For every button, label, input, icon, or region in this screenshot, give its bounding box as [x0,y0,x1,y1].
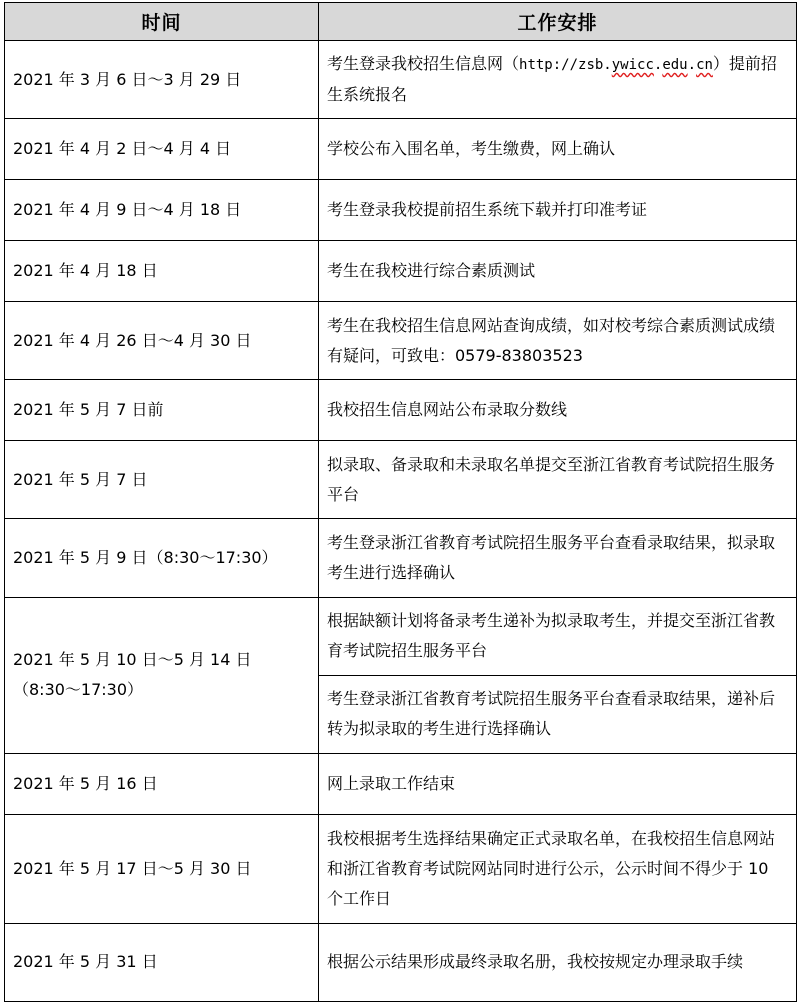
url-part: cn [696,57,713,74]
work-text: ）提前招生系统报名 [327,54,777,105]
table-row [5,597,797,675]
table-row [5,241,797,302]
time-cell: 2021 年 5 月 16 日 [5,754,319,815]
time-cell: 2021 年 4 月 18 日 [5,241,319,302]
work-cell: 拟录取、备录取和未录取名单提交至浙江省教育考试院招生服务平台 [319,441,797,519]
table-row [5,815,797,924]
work-text: 考生登录我校招生信息网（ [327,54,520,74]
table-row [5,180,797,241]
time-cell [5,597,319,753]
table-row [5,41,797,119]
work-cell: 考生登录我校提前招生系统下载并打印准考证 [319,180,797,241]
table-row [5,519,797,597]
table-row [5,923,797,1001]
time-cell: 2021 年 5 月 9 日（8:30～17:30） [5,519,319,597]
work-cell: 考生在我校进行综合素质测试 [319,241,797,302]
work-cell: 学校公布入围名单，考生缴费，网上确认 [319,119,797,180]
time-cell: 2021 年 4 月 26 日～4 月 30 日 [5,302,319,380]
work-cell: 根据公示结果形成最终录取名册，我校按规定办理录取手续 [319,923,797,1001]
work-cell: 我校招生信息网站公布录取分数线 [319,380,797,441]
work-cell [319,41,797,119]
website-url [519,57,713,73]
table-row [5,119,797,180]
header-time: 时间 [5,3,319,41]
header-row [5,3,797,41]
time-cell: 2021 年 5 月 17 日～5 月 30 日 [5,815,319,924]
table-row [5,380,797,441]
time-cell: 2021 年 4 月 9 日～4 月 18 日 [5,180,319,241]
time-cell: 2021 年 4 月 2 日～4 月 4 日 [5,119,319,180]
work-cell: 考生在我校招生信息网站查询成绩，如对校考综合素质测试成绩有疑问，可致电：0579-83803523 [319,302,797,380]
url-part: edu [662,57,688,74]
work-cell: 网上录取工作结束 [319,754,797,815]
header-work: 工作安排 [319,3,797,41]
admission-schedule-table [4,2,797,1002]
table-row [5,441,797,519]
work-cell: 考生登录浙江省教育考试院招生服务平台查看录取结果，拟录取考生进行选择确认 [319,519,797,597]
url-part: http://zsb. [519,57,612,74]
url-part: ywicc [611,57,654,74]
table-row [5,302,797,380]
time-line: 2021 年 5 月 10 日～5 月 14 日 [13,650,252,670]
work-cell: 根据缺额计划将备录考生递补为拟录取考生，并提交至浙江省教育考试院招生服务平台 [319,597,797,675]
time-cell: 2021 年 5 月 31 日 [5,923,319,1001]
url-part: . [687,57,697,74]
url-part: . [653,57,663,74]
work-cell: 考生登录浙江省教育考试院招生服务平台查看录取结果，递补后转为拟录取的考生进行选择确认 [319,675,797,753]
work-cell: 我校根据考生选择结果确定正式录取名单，在我校招生信息网站和浙江省教育考试院网站同时进行公示，公示时间不得少于 10 个工作日 [319,815,797,924]
table-row [5,754,797,815]
time-cell: 2021 年 5 月 7 日 [5,441,319,519]
time-cell: 2021 年 5 月 7 日前 [5,380,319,441]
time-cell: 2021 年 3 月 6 日～3 月 29 日 [5,41,319,119]
time-line: （8:30～17:30） [13,680,144,700]
